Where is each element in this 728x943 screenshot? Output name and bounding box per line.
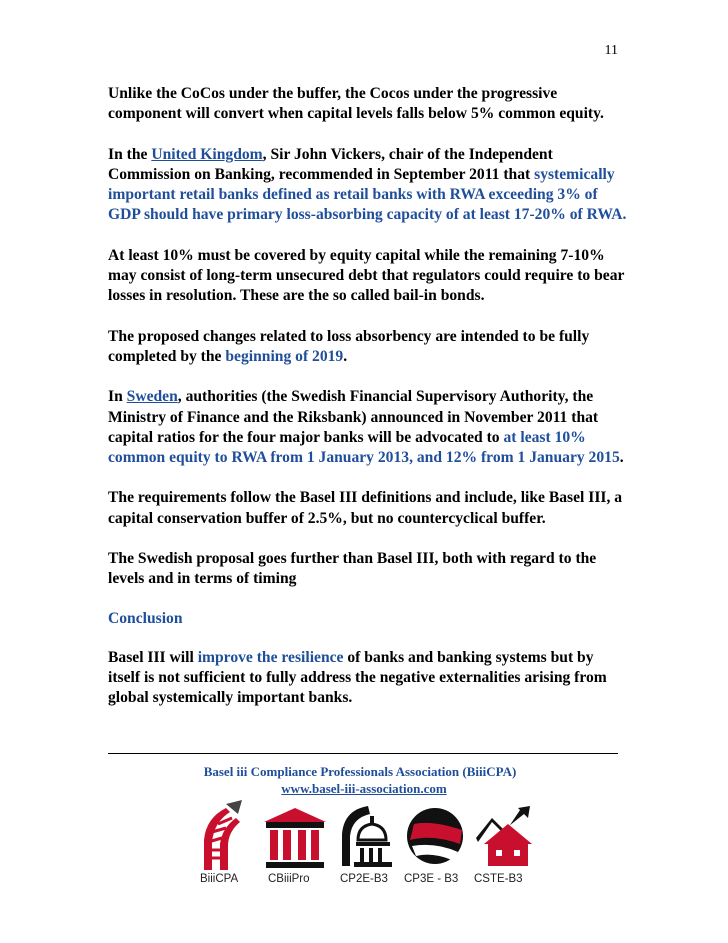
text-run: The proposed changes related to loss absorbency are intended to be fully completed by the <box>108 327 590 365</box>
cbiiipro-logo <box>262 800 328 890</box>
logo-strip <box>196 800 536 890</box>
cp2e-b3-logo <box>336 800 398 890</box>
footer-organization <box>0 764 728 780</box>
cp3e-b3-logo <box>402 800 468 890</box>
footer-org-text: Basel iii Compliance Professionals Association (BiiiCPA) <box>203 764 517 779</box>
logo-label: BiiiCPA <box>200 873 239 885</box>
paragraph-sweden <box>108 387 628 468</box>
highlight-text: improve the resilience <box>197 648 344 666</box>
section-heading-conclusion: Conclusion <box>108 609 183 627</box>
text-run: In the <box>108 145 152 163</box>
paragraph-cocos: Unlike the CoCos under the buffer, the Cocos under the progressive component will convert when capital levels falls below 5% common equity. <box>108 85 604 123</box>
text-run: of banks and banking systems but by itself is not sufficient to fully address the negative externalities arising from global systemically important banks. <box>108 648 607 707</box>
ladder-arch-icon <box>196 800 256 872</box>
text-run: In <box>108 388 127 406</box>
highlight-text: at least 10% common equity to RWA from 1 January 2013, and 12% from 1 January 2015 <box>108 428 620 467</box>
paragraph-conclusion <box>108 648 628 709</box>
highlight-text: beginning of 2019 <box>225 347 344 365</box>
paragraph-united-kingdom <box>108 145 628 226</box>
link-sweden[interactable]: Sweden <box>126 388 178 406</box>
link-united-kingdom[interactable]: United Kingdom <box>151 145 263 163</box>
logo-label: CBiiiPro <box>268 873 310 885</box>
logo-label: CSTE-B3 <box>474 873 523 885</box>
text-run: , Sir John Vickers, chair of the Independent Commission on Banking, recommended in September 2011 that <box>108 145 553 183</box>
logo-label: CP2E-B3 <box>340 873 388 885</box>
highlight-text: systemically important retail banks defined as retail banks with RWA exceeding 3% of GDP should have primary loss-absorbing capacity of at least 17-20% of RWA. <box>108 165 627 224</box>
chart-arrow-icon <box>474 800 536 872</box>
text-run: , authorities (the Swedish Financial Supervisory Authority, the Ministry of Finance and the Riksbank) announced in November 2011 that capital ratios for the four major banks will be advocated to <box>108 388 599 446</box>
footer-divider <box>108 753 618 754</box>
text-run: . <box>619 449 624 467</box>
text-run: . <box>343 347 348 365</box>
cste-b3-logo <box>474 800 536 890</box>
page-number: 11 <box>604 43 618 58</box>
footer-url <box>0 781 728 797</box>
columns-building-icon <box>262 800 328 872</box>
paragraph-swedish-proposal: The Swedish proposal goes further than Basel III, both with regard to the levels and in terms of timing <box>108 550 597 588</box>
biiicpa-logo <box>196 800 256 890</box>
text-run: Basel III will <box>108 648 198 666</box>
paragraph-requirements: The requirements follow the Basel III definitions and include, like Basel III, a capital conservation buffer of 2.5%, but no countercyclical buffer. <box>108 489 623 527</box>
capitol-dome-icon <box>336 800 398 872</box>
footer-url-link[interactable]: www.basel-iii-association.com <box>281 781 447 796</box>
document-body <box>108 84 628 729</box>
paragraph-loss-absorbency <box>108 327 628 368</box>
globe-emblem-icon <box>402 800 468 872</box>
logo-label: CP3E - B3 <box>404 873 459 885</box>
paragraph-equity-capital: At least 10% must be covered by equity capital while the remaining 7-10% may consist of long-term unsecured debt that regulators could require to bear losses in resolution. These are the so called bail-in bonds. <box>108 246 625 305</box>
